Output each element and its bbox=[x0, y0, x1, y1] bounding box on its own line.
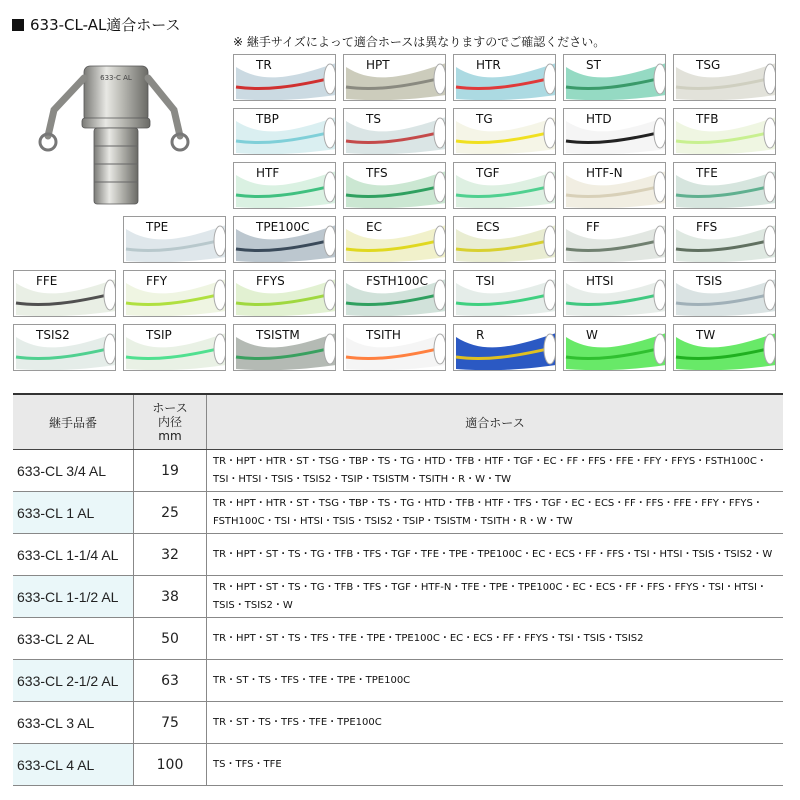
hose-label: FFE bbox=[36, 274, 58, 288]
hose-tile-htf-n bbox=[563, 162, 666, 209]
product-engraving: 633-C AL bbox=[100, 74, 132, 82]
hose-swatch-icon bbox=[344, 217, 446, 263]
hose-label: TW bbox=[696, 328, 716, 342]
hose-label: FFY bbox=[146, 274, 168, 288]
compatibility-table bbox=[13, 393, 783, 786]
hose-label: TGF bbox=[476, 166, 500, 180]
hose-label: TFB bbox=[696, 112, 719, 126]
hose-label: TS bbox=[366, 112, 381, 126]
hose-tile-tg bbox=[453, 108, 556, 155]
hose-label: TSI bbox=[476, 274, 495, 288]
hose-tile-ffy bbox=[123, 270, 226, 317]
hose-swatch-icon bbox=[674, 55, 776, 101]
hose-tile-tsg bbox=[673, 54, 776, 101]
hose-swatch-icon bbox=[454, 55, 556, 101]
hose-label: FFYS bbox=[256, 274, 285, 288]
inner-diameter-cell: 75 bbox=[134, 702, 207, 744]
hose-tile-ffys bbox=[233, 270, 336, 317]
hose-label: HTSI bbox=[586, 274, 614, 288]
table-row bbox=[13, 450, 783, 492]
page-title-text: 633-CL-AL適合ホース bbox=[30, 16, 181, 34]
hose-label: TPE100C bbox=[256, 220, 310, 234]
model-number-cell: 633-CL 2-1/2 AL bbox=[13, 660, 134, 702]
hose-tile-tsip bbox=[123, 324, 226, 371]
hose-swatch-icon bbox=[234, 271, 336, 317]
hose-tile-tgf bbox=[453, 162, 556, 209]
hose-swatch-icon bbox=[564, 217, 666, 263]
inner-diameter-cell: 19 bbox=[134, 450, 207, 492]
hose-tile-htsi bbox=[563, 270, 666, 317]
hose-tile-htr bbox=[453, 54, 556, 101]
hose-swatch-icon bbox=[454, 271, 556, 317]
inner-diameter-cell: 63 bbox=[134, 660, 207, 702]
hose-tile-tsis2 bbox=[13, 324, 116, 371]
hose-label: HTF bbox=[256, 166, 280, 180]
hose-label: TSISTM bbox=[256, 328, 300, 342]
inner-diameter-cell: 32 bbox=[134, 534, 207, 576]
hose-tile-fsth100c bbox=[343, 270, 446, 317]
hose-label: TSG bbox=[696, 58, 721, 72]
hose-label: EC bbox=[366, 220, 382, 234]
hose-label: HTD bbox=[586, 112, 612, 126]
table-row bbox=[13, 576, 783, 618]
hose-tile-tpe bbox=[123, 216, 226, 263]
col-header-compatible-hoses: 適合ホース bbox=[207, 394, 784, 450]
hose-tile-tfb bbox=[673, 108, 776, 155]
compatible-hoses-cell: TR・HPT・ST・TS・TFS・TFE・TPE・TPE100C・EC・ECS・FF・FFYS・TSI・TSIS・TSIS2 bbox=[207, 618, 784, 660]
hose-swatch-icon bbox=[344, 55, 446, 101]
hose-tile-tsith bbox=[343, 324, 446, 371]
hose-tile-htf bbox=[233, 162, 336, 209]
hose-tile-tbp bbox=[233, 108, 336, 155]
table-header-row bbox=[13, 394, 783, 450]
hose-label: R bbox=[476, 328, 485, 342]
hose-label: TBP bbox=[256, 112, 279, 126]
hose-swatch-icon bbox=[674, 163, 776, 209]
hose-tile-tsis bbox=[673, 270, 776, 317]
inner-diameter-cell: 25 bbox=[134, 492, 207, 534]
table-row bbox=[13, 618, 783, 660]
hose-swatch-icon bbox=[124, 217, 226, 263]
model-number-cell: 633-CL 3/4 AL bbox=[13, 450, 134, 492]
hose-swatch-icon bbox=[234, 109, 336, 155]
compatible-hoses-cell: TR・HPT・ST・TS・TG・TFB・TFS・TGF・HTF-N・TFE・TPE・TPE100C・EC・ECS・FF・FFS・FFYS・TSI・HTSI・TSIS・TSIS2・W bbox=[207, 576, 784, 618]
hose-tile-r bbox=[453, 324, 556, 371]
hose-tile-w bbox=[563, 324, 666, 371]
compatible-hoses-cell: TR・HPT・HTR・ST・TSG・TBP・TS・TG・HTD・TFB・HTF・TGF・EC・FF・FFS・FFE・FFY・FFYS・FSTH100C・TSI・HTSI・TSIS・TSIS2・TSIP・TSISTM・TSITH・R・W・TW bbox=[207, 450, 784, 492]
hose-label: TSIS2 bbox=[36, 328, 70, 342]
model-number-cell: 633-CL 1-1/2 AL bbox=[13, 576, 134, 618]
hose-swatch-icon bbox=[674, 325, 776, 371]
hose-tile-tsi bbox=[453, 270, 556, 317]
table-row bbox=[13, 744, 783, 786]
hose-tile-hpt bbox=[343, 54, 446, 101]
hose-swatch-icon bbox=[564, 109, 666, 155]
hose-tile-ffs bbox=[673, 216, 776, 263]
hose-swatch-icon bbox=[234, 55, 336, 101]
hose-label: FSTH100C bbox=[366, 274, 428, 288]
hose-label: TSITH bbox=[366, 328, 401, 342]
hose-swatch-icon bbox=[124, 325, 226, 371]
hose-swatch-icon bbox=[564, 325, 666, 371]
hose-tile-tsistm bbox=[233, 324, 336, 371]
hose-tile-ts bbox=[343, 108, 446, 155]
hose-tile-ff bbox=[563, 216, 666, 263]
hose-label: TFE bbox=[696, 166, 718, 180]
hose-label: HTR bbox=[476, 58, 501, 72]
hose-swatch-icon bbox=[344, 109, 446, 155]
hose-swatch-icon bbox=[14, 271, 116, 317]
hose-tile-ecs bbox=[453, 216, 556, 263]
hose-swatch-icon bbox=[124, 271, 226, 317]
hose-swatch-icon bbox=[674, 217, 776, 263]
compatible-hoses-cell: TR・ST・TS・TFS・TFE・TPE100C bbox=[207, 702, 784, 744]
hose-label: W bbox=[586, 328, 598, 342]
compatibility-notice: ※ 継手サイズによって適合ホースは異なりますのでご確認ください。 bbox=[233, 35, 606, 49]
table-row bbox=[13, 534, 783, 576]
hose-swatch-icon bbox=[344, 163, 446, 209]
table-row bbox=[13, 702, 783, 744]
hose-label: TR bbox=[256, 58, 272, 72]
hose-swatch-icon bbox=[674, 271, 776, 317]
inner-diameter-cell: 50 bbox=[134, 618, 207, 660]
hose-swatch-icon bbox=[454, 109, 556, 155]
hose-tile-ec bbox=[343, 216, 446, 263]
hose-swatch-icon bbox=[564, 55, 666, 101]
hose-label: ST bbox=[586, 58, 601, 72]
hose-label: FF bbox=[586, 220, 600, 234]
hose-tile-htd bbox=[563, 108, 666, 155]
hose-tile-tw bbox=[673, 324, 776, 371]
hose-swatch-icon bbox=[234, 163, 336, 209]
hose-swatch-icon bbox=[564, 271, 666, 317]
hose-label: HPT bbox=[366, 58, 390, 72]
table-row bbox=[13, 660, 783, 702]
hose-swatch-grid bbox=[0, 0, 800, 380]
hose-label: TSIP bbox=[146, 328, 172, 342]
col-header-model: 継手品番 bbox=[13, 394, 134, 450]
compatible-hoses-cell: TR・HPT・ST・TS・TG・TFB・TFS・TGF・TFE・TPE・TPE100C・EC・ECS・FF・FFS・TSI・HTSI・TSIS・TSIS2・W bbox=[207, 534, 784, 576]
hose-tile-tfs bbox=[343, 162, 446, 209]
inner-diameter-cell: 100 bbox=[134, 744, 207, 786]
hose-swatch-icon bbox=[454, 217, 556, 263]
hose-label: TFS bbox=[366, 166, 388, 180]
model-number-cell: 633-CL 2 AL bbox=[13, 618, 134, 660]
hose-tile-st bbox=[563, 54, 666, 101]
hose-tile-ffe bbox=[13, 270, 116, 317]
compatible-hoses-cell: TS・TFS・TFE bbox=[207, 744, 784, 786]
table-row bbox=[13, 492, 783, 534]
model-number-cell: 633-CL 3 AL bbox=[13, 702, 134, 744]
col-header-inner-diameter: ホース 内径 mm bbox=[134, 394, 207, 450]
hose-tile-tfe bbox=[673, 162, 776, 209]
hose-tile-tpe100c bbox=[233, 216, 336, 263]
hose-label: FFS bbox=[696, 220, 718, 234]
hose-swatch-icon bbox=[674, 109, 776, 155]
hose-label: TPE bbox=[146, 220, 169, 234]
compatible-hoses-cell: TR・HPT・HTR・ST・TSG・TBP・TS・TG・HTD・TFB・HTF・TFS・TGF・EC・ECS・FF・FFS・FFE・FFY・FFYS・FSTH100C・TSI・HTSI・TSIS・TSIS2・TSIP・TSISTM・TSITH・R・W・TW bbox=[207, 492, 784, 534]
model-number-cell: 633-CL 1-1/4 AL bbox=[13, 534, 134, 576]
hose-label: ECS bbox=[476, 220, 500, 234]
hose-swatch-icon bbox=[454, 325, 556, 371]
hose-label: TSIS bbox=[696, 274, 723, 288]
inner-diameter-cell: 38 bbox=[134, 576, 207, 618]
hose-swatch-icon bbox=[454, 163, 556, 209]
model-number-cell: 633-CL 4 AL bbox=[13, 744, 134, 786]
hose-tile-tr bbox=[233, 54, 336, 101]
compatible-hoses-cell: TR・ST・TS・TFS・TFE・TPE・TPE100C bbox=[207, 660, 784, 702]
hose-label: TG bbox=[476, 112, 493, 126]
model-number-cell: 633-CL 1 AL bbox=[13, 492, 134, 534]
hose-label: HTF-N bbox=[586, 166, 623, 180]
